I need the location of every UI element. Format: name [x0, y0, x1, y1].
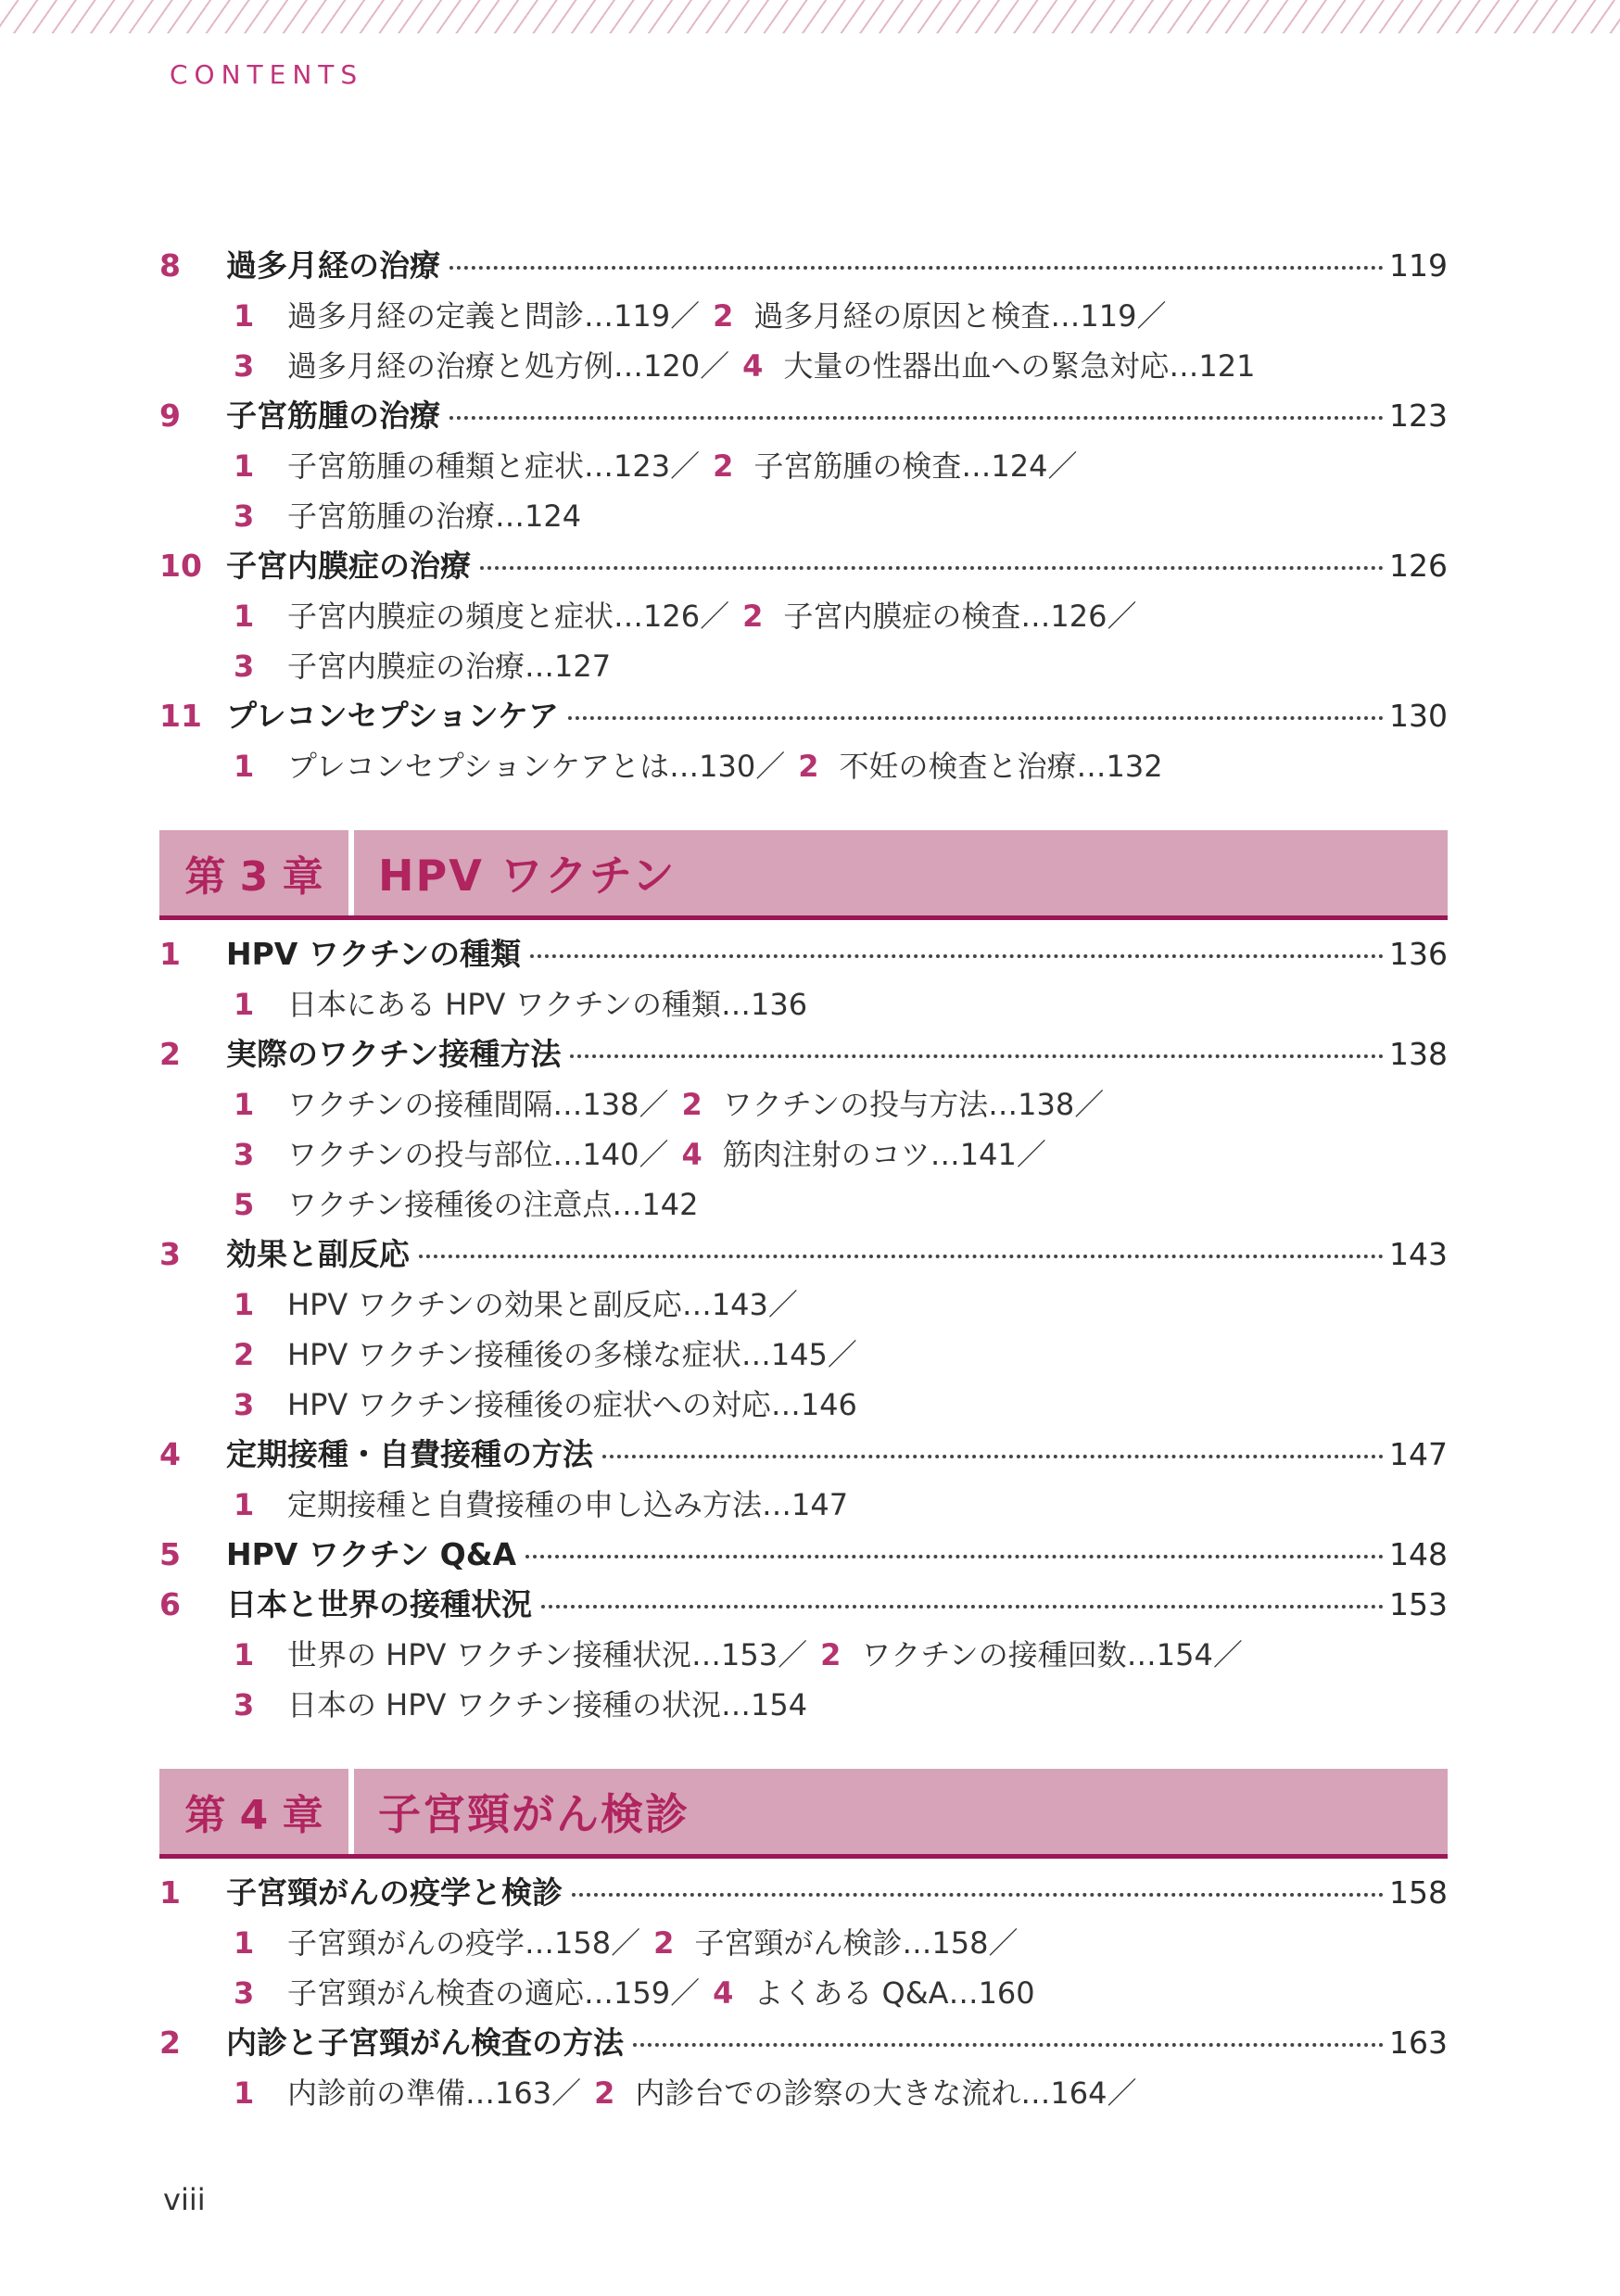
entry-page: 126: [1389, 548, 1448, 584]
subentry-number: 1: [234, 1487, 255, 1522]
entry-number: 10: [159, 548, 202, 584]
subentry-number: 1: [234, 1087, 255, 1122]
toc-subentry-line: [159, 1180, 1448, 1230]
toc-entry[interactable]: [159, 391, 1448, 441]
subentry-number: 1: [234, 987, 255, 1022]
toc-subentry-line: [159, 591, 1448, 641]
entry-title: HPV ワクチン Q&A: [226, 1536, 517, 1572]
entry-page: 148: [1389, 1536, 1448, 1572]
entry-page: 153: [1389, 1586, 1448, 1622]
entry-number: 1: [159, 1874, 181, 1911]
subentry-text[interactable]: 子宮頸がん検査の適応…159／: [287, 1975, 701, 2011]
subentry-text[interactable]: よくある Q&A…160: [753, 1975, 1035, 2011]
subentry-text[interactable]: HPV ワクチン接種後の多様な症状…145／: [287, 1337, 857, 1372]
subentry-number: 1: [234, 2075, 255, 2111]
subentry-text[interactable]: 子宮内膜症の頻度と症状…126／: [287, 599, 730, 634]
subentry-number: 3: [234, 1975, 255, 2011]
toc-entry[interactable]: [159, 1029, 1448, 1079]
subentry-number: 1: [234, 448, 255, 484]
entry-title: 日本と世界の接種状況: [226, 1586, 532, 1622]
dot-leader: [602, 1455, 1384, 1458]
toc-entry[interactable]: [159, 1430, 1448, 1480]
entry-page: 119: [1389, 247, 1448, 284]
entry-title: 過多月経の治療: [226, 247, 440, 284]
entry-title: 定期接種・自費接種の方法: [226, 1436, 593, 1472]
entry-number: 8: [159, 247, 181, 284]
entry-title: 効果と副反応: [226, 1236, 410, 1272]
subentry-text[interactable]: 子宮内膜症の検査…126／: [783, 599, 1137, 634]
subentry-text[interactable]: ワクチンの接種間隔…138／: [287, 1087, 669, 1122]
toc-subentry-line: [159, 1918, 1448, 1968]
subentry-text[interactable]: 子宮筋腫の治療…124: [287, 498, 582, 534]
contents-header: CONTENTS: [170, 59, 364, 90]
dot-leader: [525, 1555, 1384, 1558]
subentry-number: 1: [234, 749, 255, 784]
toc-subentry-line: [159, 1380, 1448, 1430]
entry-page: 147: [1389, 1436, 1448, 1472]
entry-number: 3: [159, 1236, 181, 1272]
toc-entry[interactable]: [159, 1868, 1448, 1918]
toc-subentry-line: [159, 341, 1448, 391]
subentry-number: 3: [234, 1387, 255, 1422]
entry-number: 2: [159, 1036, 181, 1072]
subentry-text[interactable]: 日本にある HPV ワクチンの種類…136: [287, 987, 808, 1022]
toc-entry[interactable]: [159, 1530, 1448, 1580]
subentry-number: 1: [234, 298, 255, 334]
entry-title: 子宮頸がんの疫学と検診: [226, 1874, 563, 1911]
entry-title: 子宮筋腫の治療: [226, 397, 440, 434]
subentry-text[interactable]: ワクチンの投与部位…140／: [287, 1137, 669, 1172]
dot-leader: [541, 1605, 1384, 1608]
subentry-text[interactable]: 定期接種と自費接種の申し込み方法…147: [287, 1487, 849, 1522]
subentry-text[interactable]: 子宮頸がん検診…158／: [694, 1925, 1019, 1961]
subentry-text[interactable]: 子宮筋腫の種類と症状…123／: [287, 448, 701, 484]
subentry-number: 3: [234, 1137, 255, 1172]
dot-leader: [449, 416, 1384, 420]
subentry-number: 5: [234, 1187, 255, 1222]
subentry-text[interactable]: 子宮頸がんの疫学…158／: [287, 1925, 641, 1961]
dot-leader: [570, 1054, 1384, 1058]
subentry-text[interactable]: 過多月経の治療と処方例…120／: [287, 348, 730, 384]
toc-subentry-line: [159, 1330, 1448, 1380]
entry-number: 1: [159, 936, 181, 972]
subentry-text[interactable]: ワクチンの投与方法…138／: [722, 1087, 1105, 1122]
subentry-text[interactable]: プレコンセプションケアとは…130／: [287, 749, 786, 784]
toc-entry[interactable]: [159, 541, 1448, 591]
subentry-text[interactable]: 不妊の検査と治療…132: [839, 749, 1163, 784]
subentry-number: 2: [681, 1087, 702, 1122]
toc-subentry-line: [159, 2068, 1448, 2118]
toc-subentry-line: [159, 1129, 1448, 1180]
toc-entry[interactable]: [159, 691, 1448, 741]
entry-page: 136: [1389, 936, 1448, 972]
entry-page: 130: [1389, 698, 1448, 734]
subentry-number: 2: [653, 1925, 675, 1961]
chapter-label: 第 4 章: [159, 1769, 354, 1854]
table-of-contents: [159, 241, 1448, 2118]
toc-subentry-line: [159, 1480, 1448, 1530]
toc-subentry-line: [159, 291, 1448, 341]
subentry-number: 2: [798, 749, 819, 784]
subentry-number: 4: [681, 1137, 702, 1172]
chapter-banner: [159, 830, 1448, 920]
toc-entry[interactable]: [159, 1580, 1448, 1630]
dot-leader: [480, 566, 1384, 570]
subentry-text[interactable]: ワクチンの接種回数…154／: [861, 1637, 1243, 1672]
subentry-text[interactable]: HPV ワクチンの効果と副反応…143／: [287, 1287, 798, 1322]
subentry-number: 3: [234, 649, 255, 684]
toc-entry[interactable]: [159, 929, 1448, 979]
toc-subentry-line: [159, 1280, 1448, 1330]
subentry-text[interactable]: 内診前の準備…163／: [287, 2075, 582, 2111]
toc-subentry-line: [159, 441, 1448, 491]
entry-number: 5: [159, 1536, 181, 1572]
toc-entry[interactable]: [159, 1230, 1448, 1280]
toc-subentry-line: [159, 1630, 1448, 1680]
subentry-text[interactable]: HPV ワクチン接種後の症状への対応…146: [287, 1387, 857, 1422]
entry-title: 子宮内膜症の治療: [226, 548, 471, 584]
subentry-number: 1: [234, 599, 255, 634]
subentry-text[interactable]: 子宮内膜症の治療…127: [287, 649, 612, 684]
dot-leader: [530, 954, 1384, 958]
subentry-text[interactable]: 世界の HPV ワクチン接種状況…153／: [287, 1637, 808, 1672]
toc-subentry-line: [159, 1079, 1448, 1129]
entry-number: 2: [159, 2025, 181, 2061]
entry-title: HPV ワクチンの種類: [226, 936, 522, 972]
dot-leader: [449, 266, 1384, 270]
toc-subentry-line: [159, 741, 1448, 791]
toc-subentry-line: [159, 979, 1448, 1029]
subentry-number: 4: [713, 1975, 734, 2011]
subentry-text[interactable]: ワクチン接種後の注意点…142: [287, 1187, 699, 1222]
subentry-number: 2: [713, 298, 734, 334]
subentry-text[interactable]: 大量の性器出血への緊急対応…121: [783, 348, 1256, 384]
entry-number: 9: [159, 397, 181, 434]
entry-page: 163: [1389, 2025, 1448, 2061]
subentry-number: 2: [234, 1337, 255, 1372]
entry-title: プレコンセプションケア: [226, 698, 560, 734]
entry-page: 123: [1389, 397, 1448, 434]
subentry-text[interactable]: 日本の HPV ワクチン接種の状況…154: [287, 1687, 808, 1722]
entry-number: 11: [159, 698, 202, 734]
toc-subentry-line: [159, 491, 1448, 541]
subentry-number: 2: [594, 2075, 615, 2111]
entry-number: 4: [159, 1436, 181, 1472]
dot-leader: [633, 2043, 1384, 2047]
dot-leader: [419, 1255, 1384, 1258]
subentry-text[interactable]: 内診台での診察の大きな流れ…164／: [635, 2075, 1137, 2111]
subentry-text[interactable]: 過多月経の定義と問診…119／: [287, 298, 701, 334]
toc-entry[interactable]: [159, 241, 1448, 291]
subentry-text[interactable]: 子宮筋腫の検査…124／: [753, 448, 1078, 484]
dot-leader: [568, 716, 1384, 720]
dot-leader: [572, 1893, 1384, 1897]
entry-title: 実際のワクチン接種方法: [226, 1036, 562, 1072]
subentry-text[interactable]: 過多月経の原因と検査…119／: [753, 298, 1167, 334]
toc-subentry-line: [159, 641, 1448, 691]
subentry-number: 1: [234, 1925, 255, 1961]
chapter-banner: [159, 1769, 1448, 1859]
subentry-number: 3: [234, 1687, 255, 1722]
entry-page: 138: [1389, 1036, 1448, 1072]
entry-number: 6: [159, 1586, 181, 1622]
chapter-label: 第 3 章: [159, 830, 354, 915]
entry-page: 158: [1389, 1874, 1448, 1911]
toc-subentry-line: [159, 1968, 1448, 2018]
subentry-number: 2: [820, 1637, 842, 1672]
subentry-number: 4: [742, 348, 764, 384]
toc-subentry-line: [159, 1680, 1448, 1730]
entry-page: 143: [1389, 1236, 1448, 1272]
subentry-number: 3: [234, 348, 255, 384]
toc-entry[interactable]: [159, 2018, 1448, 2068]
subentry-number: 2: [713, 448, 734, 484]
subentry-number: 1: [234, 1637, 255, 1672]
chapter-title: HPV ワクチン: [378, 851, 677, 901]
subentry-number: 3: [234, 498, 255, 534]
decorative-stripe-band: [0, 0, 1620, 33]
subentry-number: 2: [742, 599, 764, 634]
subentry-number: 1: [234, 1287, 255, 1322]
chapter-title: 子宮頸がん検診: [378, 1789, 690, 1839]
entry-title: 内診と子宮頸がん検査の方法: [226, 2025, 624, 2061]
subentry-text[interactable]: 筋肉注射のコツ…141／: [722, 1137, 1046, 1172]
page-number: viii: [163, 2182, 206, 2217]
